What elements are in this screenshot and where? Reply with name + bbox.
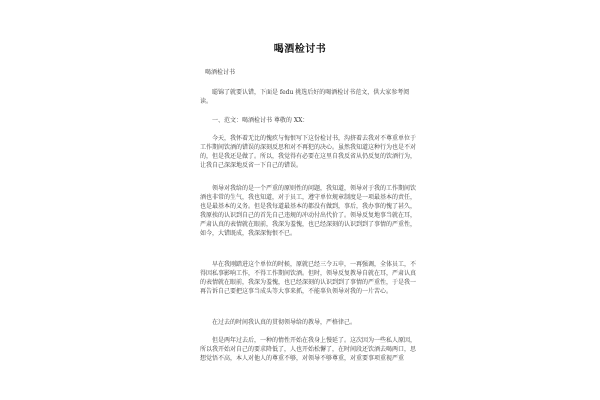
document-subtitle: 喝酒检讨书 (205, 69, 236, 76)
body-paragraph-2: 领导对我给的是一个严重的原则性的问题，我知道，领导对于我的工作期间饮酒也非常的生气，我也知道，对于员工，遵守单位规章制度是一项最基本的责任，也是最基本的义务。但是我每道最基本的都没有做到，事后，我办事的愧了甚久，我原挨的认识到自己的首先自己违规的冲动付出代价了。领导反复地事当就在耳，严肃认真的表情就在眼前，我深为羞愧，也已经深刻的认识到到了事情的严重性，如今，大错既成，我深深悔恨不已。 (200, 185, 417, 237)
body-paragraph-4: 在过去的时间我认真的贯彻领导给的教导，严格律己。 (212, 319, 357, 326)
body-paragraph-5: 但是两年过去后，一种的惰性开始在我身上慢延了。这次因为一些私人原因，所以我开始对自己的要求降低了，人也开始松懈了，在时间段还饮酒去喝两口，思想觉悟不高，本人对他人的尊重不够，对领导不够尊重，对重要事项重视严重 (200, 337, 417, 362)
intro-paragraph: 聪锦了就要认错，下面是 fedu 挑选后好的喝酒检讨书范文，供大家参考阅读。 (200, 89, 410, 105)
document-title: 喝酒检讨书 (273, 44, 327, 55)
body-paragraph-3: 早在我刚踏进这个单位的时候，原就已经三令五申，一再强调，全体员工，不得因私事影响工作，不得工作期间饮酒。但时，领导反复教导自就在耳，严肃认真的表情就在眼前，我深为羞愧，也已经深刻的认识到到了事情的严重性，于是我一再告诉自己要把这事当成头等大事来抓，不能辜负领导对我的一片苦心。 (200, 261, 417, 295)
section-heading: 一、范文：喝酒检讨书 尊敬的 XX： (212, 117, 309, 124)
body-paragraph-1: 今天，我怀着无比的愧疚与悔恨写下这份检讨书，沟挤着去我对不尊重单位于工作期间饮酒的错误的深刻反思和对不再犯的决心。虽然我知道这种行为也是不对的，但是我还是做了。所以，我觉得有必要在这里自我反省从仍反复的饮酒行为，让我自己深深地反省一下自己的错误。 (200, 135, 417, 169)
